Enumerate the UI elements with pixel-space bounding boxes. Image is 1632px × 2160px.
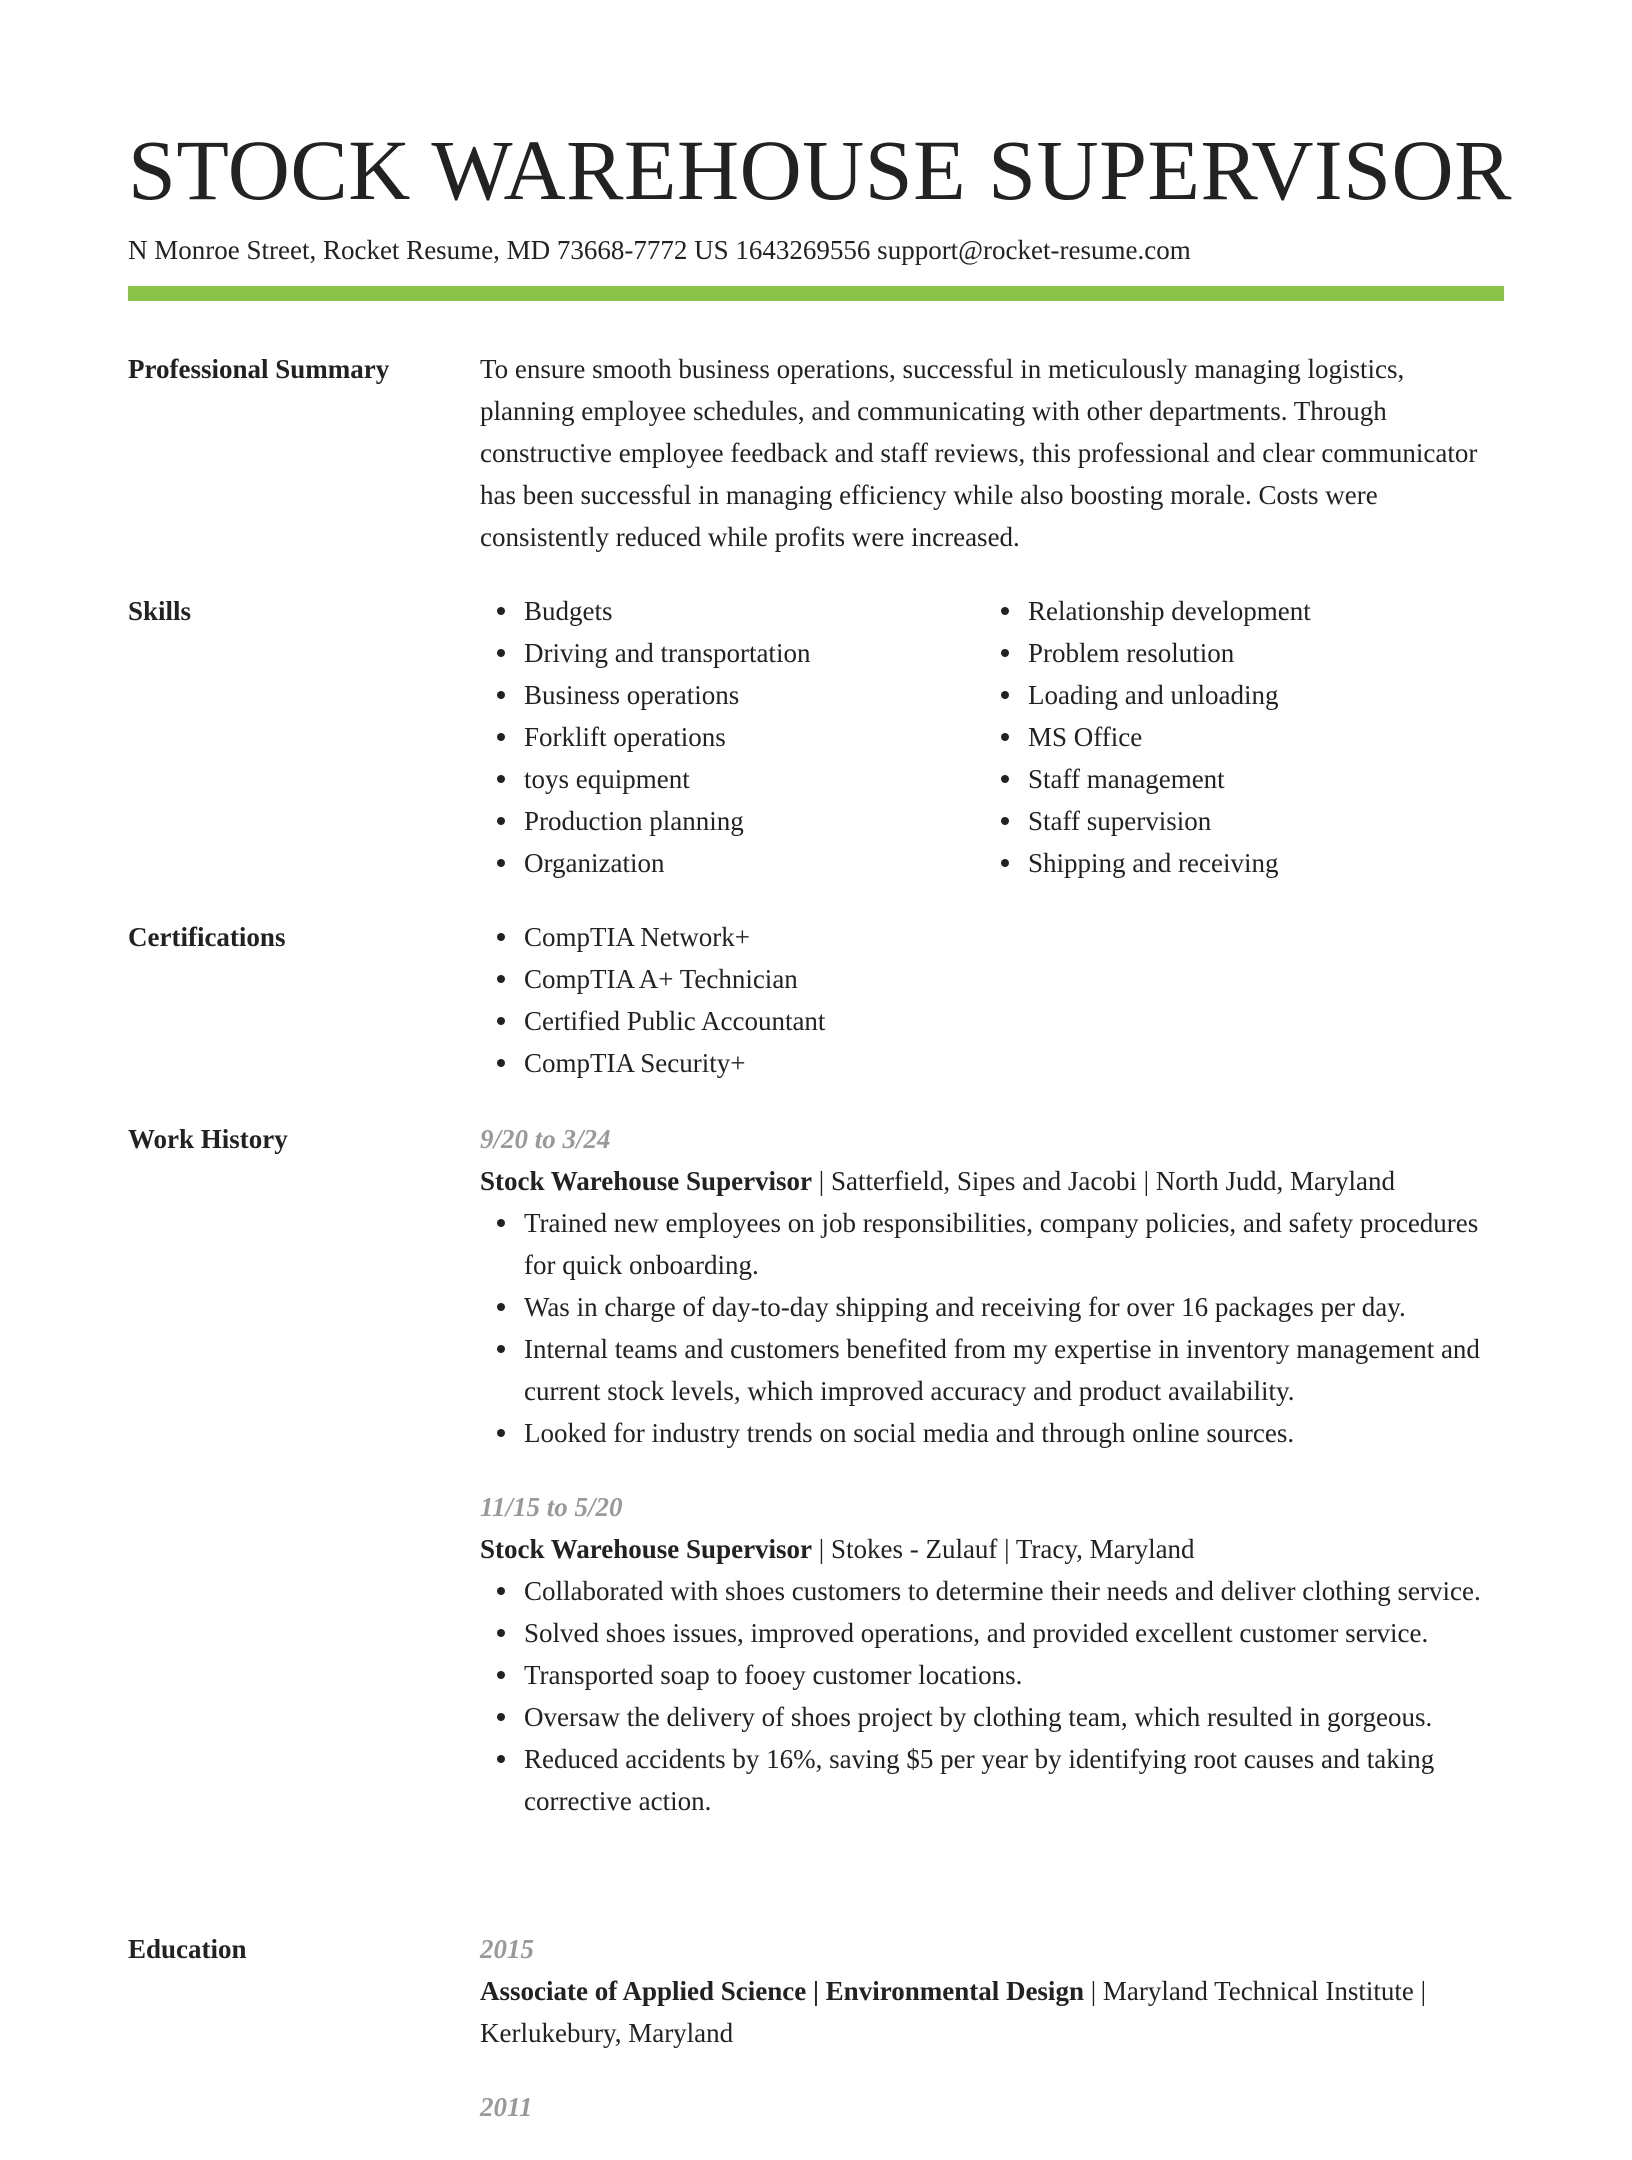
education-heading: Education (128, 1934, 247, 1964)
education-school-location: | Maryland Technical Institute | Kerlukebury, Maryland (480, 1976, 1427, 2048)
skill-item: Forklift operations (524, 716, 984, 758)
job-dates: 11/15 to 5/20 (480, 1492, 623, 1522)
skill-item: MS Office (1028, 716, 1488, 758)
skill-item: Production planning (524, 800, 984, 842)
job-entry (480, 1486, 1504, 1822)
certifications-list (480, 916, 1504, 1084)
skills-list-right (984, 590, 1488, 884)
candidate-name: STOCK WAREHOUSE SUPERVISOR (128, 122, 1512, 218)
job-bullet: Oversaw the delivery of shoes project by clothing team, which resulted in gorgeous. (524, 1696, 1504, 1738)
job-entry (480, 1118, 1504, 1454)
job-company-location: | Satterfield, Sipes and Jacobi | North Judd, Maryland (812, 1166, 1395, 1196)
skill-item: Staff supervision (1028, 800, 1488, 842)
education-entry (480, 1928, 1504, 2054)
skill-item: Business operations (524, 674, 984, 716)
skill-item: Shipping and receiving (1028, 842, 1488, 884)
job-bullet: Internal teams and customers benefited from my expertise in inventory management and current stock levels, which improved accuracy and product availability. (524, 1328, 1504, 1412)
job-company-location: | Stokes - Zulauf | Tracy, Maryland (812, 1534, 1195, 1564)
certification-item: Certified Public Accountant (524, 1000, 1504, 1042)
skill-item: Driving and transportation (524, 632, 984, 674)
education-degree: Associate of Applied Science | Environmental Design (480, 1976, 1084, 2006)
education-year: 2015 (480, 1934, 534, 1964)
skill-item: Relationship development (1028, 590, 1488, 632)
job-bullet: Solved shoes issues, improved operations, and provided excellent customer service. (524, 1612, 1504, 1654)
resume-header (128, 120, 1512, 268)
job-bullet: Reduced accidents by 16%, saving $5 per year by identifying root causes and taking corrective action. (524, 1738, 1504, 1822)
certification-item: CompTIA A+ Technician (524, 958, 1504, 1000)
job-bullet: Trained new employees on job responsibilities, company policies, and safety procedures for quick onboarding. (524, 1202, 1504, 1286)
contact-line: N Monroe Street, Rocket Resume, MD 73668-7772 US 1643269556 support@rocket-resume.com (128, 235, 1191, 265)
job-title-line (480, 1528, 1504, 1570)
job-role: Stock Warehouse Supervisor (480, 1534, 813, 1564)
job-title-line (480, 1160, 1504, 1202)
skill-item: Budgets (524, 590, 984, 632)
skill-item: Problem resolution (1028, 632, 1488, 674)
job-bullets (480, 1570, 1504, 1822)
accent-divider (128, 286, 1504, 301)
certifications-heading: Certifications (128, 922, 286, 952)
skills-heading: Skills (128, 596, 192, 626)
work-history-heading: Work History (128, 1124, 288, 1154)
skill-item: toys equipment (524, 758, 984, 800)
job-bullet: Looked for industry trends on social media and through online sources. (524, 1412, 1504, 1454)
job-bullet: Was in charge of day-to-day shipping and receiving for over 16 packages per day. (524, 1286, 1504, 1328)
summary-text: To ensure smooth business operations, successful in meticulously managing logistics, planning employee schedules, and communicating with other departments. Through constructive employee feedback and staff reviews, this professional and clear communicator has been successful in managing efficiency while also boosting morale. Costs were consistently reduced while profits were increased. (480, 354, 1478, 552)
skill-item: Loading and unloading (1028, 674, 1488, 716)
education-line (480, 1970, 1504, 2054)
education-year: 2011 (480, 2092, 533, 2122)
education-entry (480, 2086, 1504, 2128)
job-bullets (480, 1202, 1504, 1454)
job-bullet: Transported soap to fooey customer locations. (524, 1654, 1504, 1696)
skill-item: Organization (524, 842, 984, 884)
summary-heading: Professional Summary (128, 354, 390, 384)
job-dates: 9/20 to 3/24 (480, 1124, 611, 1154)
job-bullet: Collaborated with shoes customers to determine their needs and deliver clothing service. (524, 1570, 1504, 1612)
certification-item: CompTIA Security+ (524, 1042, 1504, 1084)
job-role: Stock Warehouse Supervisor (480, 1166, 813, 1196)
certification-item: CompTIA Network+ (524, 916, 1504, 958)
skills-list-left (480, 590, 984, 884)
skill-item: Staff management (1028, 758, 1488, 800)
